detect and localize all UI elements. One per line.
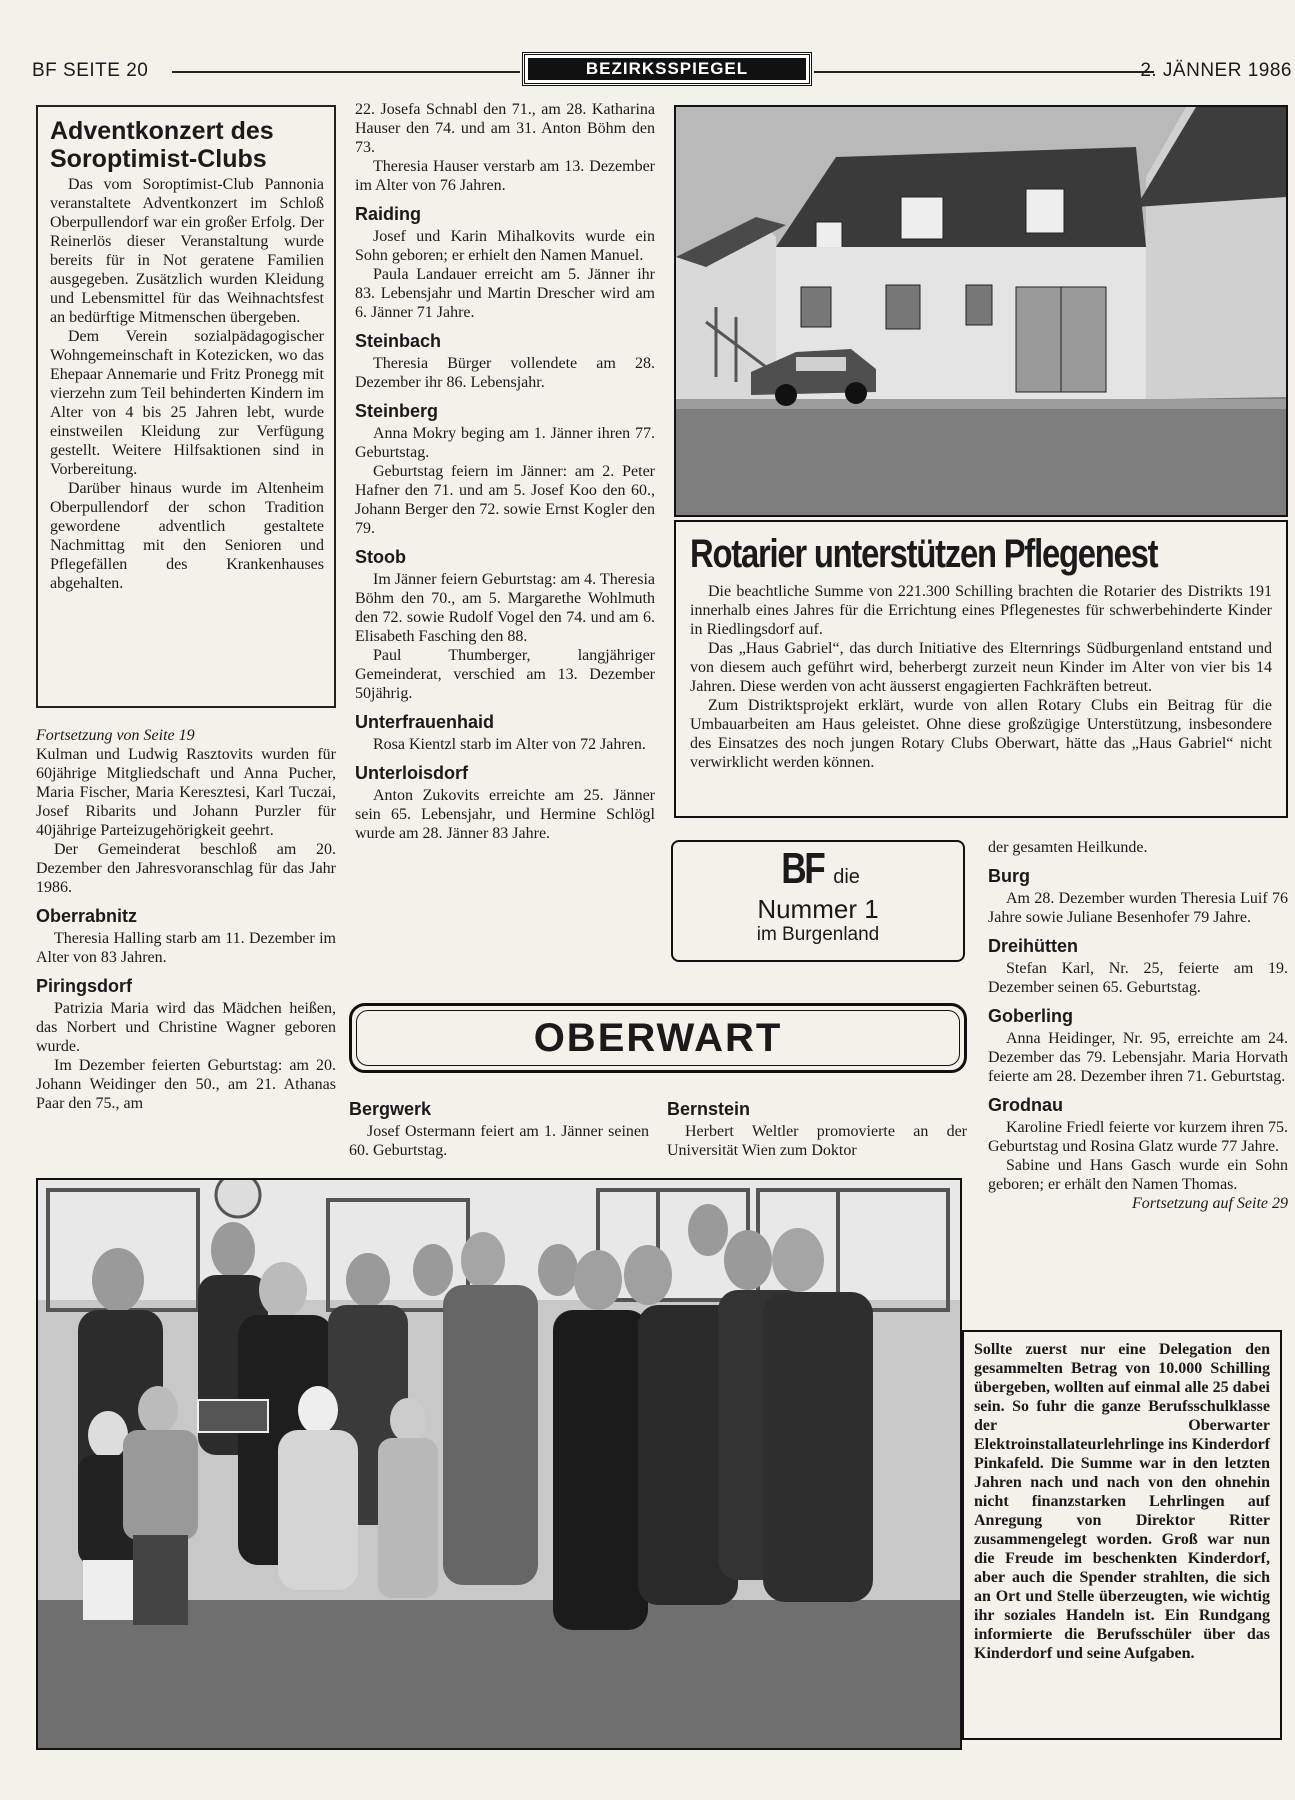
- town-heading: Unterloisdorf: [355, 763, 469, 783]
- advent-paragraph: Dem Verein sozialpädagogischer Wohngemeinschaft in Kotezicken, wo das Ehepaar Annemarie und Fritz Pronegg mit vierzehn zum Teil behinderten Kindern im Alter von 4 bis 25 Jahren lebt, wurde einstweilen Kleidung zur Verfügung gestellt. Weitere Hilfsaktionen sind in Vorbereitung.: [50, 328, 324, 478]
- section-badge: [522, 52, 812, 86]
- group-photo-drawing: [38, 1180, 960, 1748]
- town-heading: Piringsdorf: [36, 976, 133, 996]
- ad-word: die: [833, 866, 860, 888]
- column-bernstein: [667, 1090, 967, 1160]
- oberwart-banner: [349, 1003, 967, 1073]
- house-photo-drawing: [676, 107, 1286, 515]
- news-paragraph: 22. Josefa Schnabl den 71., am 28. Katharina Hauser den 74. und am 31. Anton Böhm den 73.: [355, 101, 655, 156]
- town-heading: Grodnau: [988, 1095, 1063, 1115]
- house-photo: [674, 105, 1288, 517]
- bf-logo: BF: [781, 844, 824, 893]
- news-paragraph: Herbert Weltler promovierte an der Universität Wien zum Doktor: [667, 1123, 967, 1159]
- news-paragraph: Josef Ostermann feiert am 1. Jänner seinen 60. Geburtstag.: [349, 1123, 649, 1159]
- advent-article: [36, 105, 336, 708]
- news-paragraph: Patrizia Maria wird das Mädchen heißen, das Norbert und Christine Wagner geboren wurde.: [36, 1000, 336, 1055]
- rotarier-paragraph: Die beachtliche Summe von 221.300 Schilling brachten die Rotarier des Distrikts 191 innerhalb eines Jahres für die Errichtung eines Pflegenestes für schwerbehinderte Kinder in Riedlingsdorf auf.: [690, 583, 1272, 638]
- town-heading: Oberrabnitz: [36, 906, 138, 926]
- news-paragraph: Der Gemeinderat beschloß am 20. Dezember den Jahresvoranschlag für das Jahr 1986.: [36, 841, 336, 896]
- header-rule-right: [814, 71, 1154, 73]
- news-paragraph: Theresia Hauser verstarb am 13. Dezember im Alter von 76 Jahren.: [355, 158, 655, 194]
- news-paragraph: Rosa Kientzl starb im Alter von 72 Jahren.: [373, 736, 646, 753]
- rotarier-headline: Rotarier unterstützen Pflegenest: [690, 532, 1158, 576]
- news-paragraph: Anna Mokry beging am 1. Jänner ihren 77. Geburtstag.: [355, 425, 655, 461]
- photo-caption: [962, 1330, 1282, 1740]
- town-heading: Steinbach: [355, 331, 442, 351]
- news-paragraph: Paul Thumberger, langjähriger Gemeinderat, verschied am 13. Dezember 50jährig.: [355, 647, 655, 702]
- town-heading: Bergwerk: [349, 1099, 432, 1119]
- town-heading: Goberling: [988, 1006, 1073, 1026]
- ad-slogan: Nummer 1: [757, 894, 879, 924]
- ad-region: im Burgenland: [756, 924, 880, 945]
- town-heading: Bernstein: [667, 1099, 751, 1119]
- news-paragraph: Anna Heidinger, Nr. 95, erreichte am 24. Dezember das 79. Lebensjahr. Maria Horvath feierte am 28. Dezember ihren 71. Geburtstag.: [988, 1030, 1288, 1085]
- town-heading: Raiding: [355, 204, 421, 224]
- news-paragraph: Josef und Karin Mihalkovits wurde ein Sohn geboren; er erhielt den Namen Manuel.: [355, 228, 655, 264]
- group-photo: [36, 1178, 962, 1750]
- news-paragraph: Theresia Bürger vollendete am 28. Dezember ihr 86. Lebensjahr.: [355, 355, 655, 391]
- news-paragraph: Sabine und Hans Gasch wurde ein Sohn geboren; er erhält den Namen Thomas.: [988, 1157, 1288, 1193]
- column-bergwerk: [349, 1090, 649, 1160]
- advent-paragraph: Darüber hinaus wurde im Altenheim Oberpullendorf der schon Tradition gewordene adventlich gestaltete Nachmittag mit den Senioren und Pflegefällen des Krankenhauses abgehalten.: [50, 480, 324, 592]
- rotarier-article: [674, 520, 1288, 818]
- news-paragraph: Karoline Friedl feierte vor kurzem ihren 75. Geburtstag und Rosina Glatz wurde 77 Jahre.: [988, 1119, 1288, 1155]
- column-1: [36, 726, 336, 1113]
- section-title: BEZIRKSSPIEGEL: [528, 58, 806, 80]
- town-heading: Burg: [988, 866, 1030, 886]
- page-header: [32, 52, 1292, 92]
- bf-advert: [671, 840, 965, 962]
- oberwart-title: OBERWART: [356, 1010, 960, 1066]
- continued-on: Fortsetzung auf Seite 29: [1132, 1195, 1288, 1212]
- town-heading: Stoob: [355, 547, 406, 567]
- rotarier-paragraph: Das „Haus Gabriel“, das durch Initiative des Elternrings Südburgenland entstand und von diesem auch geführt wird, beherbergt zurzeit neun Kinder im Alter von vier bis 14 Jahren. Diese werden von acht äusserst engagierten Fachkräften betreut.: [690, 640, 1272, 695]
- news-paragraph: Im Jänner feiern Geburtstag: am 4. Theresia Böhm den 70., am 5. Margarethe Wohlmuth den 72. sowie Rudolf Vogel den 74. und am 6. Elisabeth Fasching den 88.: [355, 571, 655, 645]
- town-heading: Steinberg: [355, 401, 439, 421]
- advent-headline: Adventkonzert des Soroptimist-Clubs: [50, 117, 274, 173]
- news-paragraph: Kulman und Ludwig Rasztovits wurden für 60jährige Mitgliedschaft und Anna Pucher, Maria Fischer, Maria Keresztesi, Karl Tuczai, Josef Ribarits und Johann Purzler für 40jährige Parteizugehörigkeit geehrt.: [36, 746, 336, 839]
- header-rule-left: [172, 71, 520, 73]
- column-4: [988, 838, 1288, 1213]
- continued-from: Fortsetzung von Seite 19: [36, 727, 195, 744]
- news-paragraph: Stefan Karl, Nr. 25, feierte am 19. Dezember seinen 65. Geburtstag.: [988, 960, 1288, 996]
- news-paragraph: Geburtstag feiern im Jänner: am 2. Peter Hafner den 71. und am 5. Josef Koo den 60., Johann Berger den 72. sowie Ernst Kogler den 79.: [355, 463, 655, 537]
- advent-paragraph: Das vom Soroptimist-Club Pannonia veranstaltete Adventkonzert im Schloß Oberpullendorf war ein großer Erfolg. Der Reinerlös dieser Veranstaltung wurde bereits für in Not geratene Familien ausgegeben. Zusätzlich wurden Kleidung und Lebensmittel für das Weihnachtsfest an bedürftige Mitmenschen übergeben.: [50, 176, 324, 326]
- page-number: BF SEITE 20: [32, 60, 149, 81]
- news-paragraph: Theresia Halling starb am 11. Dezember im Alter von 83 Jahren.: [36, 930, 336, 966]
- town-heading: Dreihütten: [988, 936, 1078, 956]
- news-paragraph: Paula Landauer erreicht am 5. Jänner ihr 83. Lebensjahr und Martin Drescher wird am 6. Jänner 71 Jahre.: [355, 266, 655, 321]
- news-paragraph: Am 28. Dezember wurden Theresia Luif 76 Jahre sowie Juliane Besenhofer 79 Jahre.: [988, 890, 1288, 926]
- news-paragraph: Im Dezember feierten Geburtstag: am 20. Johann Weidinger den 50., am 21. Athanas Paar den 75., am: [36, 1057, 336, 1112]
- issue-date: 2. JÄNNER 1986: [1140, 60, 1292, 81]
- news-paragraph: Anton Zukovits erreichte am 25. Jänner sein 65. Lebensjahr, und Hermine Schlögl wurde am 28. Jänner 83 Jahre.: [355, 787, 655, 842]
- news-paragraph: der gesamten Heilkunde.: [988, 839, 1148, 856]
- caption-text: Sollte zuerst nur eine Delegation den gesammelten Betrag von 10.000 Schilling übergeben, wollten auf einmal alle 25 dabei sein. So fuhr die ganze Berufsschulklasse der Oberwarter Elektroinstallateurlehrlinge ins Kinderdorf Pinkafeld. Die Summe war in den letzten Jahren nach und nach von den ohnehin nicht finanzstarken Lehrlingen auf Anregung von Direktor Ritter zusammengelegt worden. Groß war nun die Freude im beschenkten Kinderdorf, aber auch die Spender strahlten, die sich an Ort und Stelle überzeugten, wie wichtig ihr soziales Handeln ist. Ein Rundgang informierte die Berufsschüler über das Kinderdorf und seine Aufgaben.: [974, 1341, 1270, 1662]
- column-2: [355, 100, 655, 843]
- town-heading: Unterfrauenhaid: [355, 712, 495, 732]
- rotarier-paragraph: Zum Distriktsprojekt erklärt, wurde von allen Rotary Clubs ein Beitrag für die Umbauarbeiten am Haus geleistet. Ohne diese großzügige Unterstützung, insbesondere des Einsatzes des noch jungen Rotary Clubs Oberwart, hätte das „Haus Gabriel“ nicht verwirklicht werden können.: [690, 697, 1272, 771]
